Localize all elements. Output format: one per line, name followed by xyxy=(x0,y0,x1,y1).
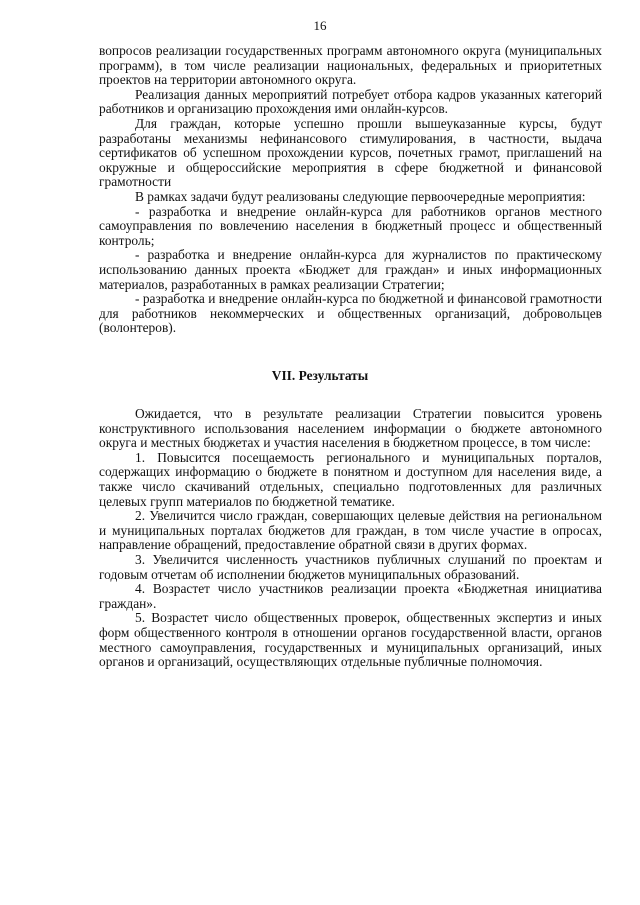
section-body-1 xyxy=(99,44,602,336)
list-item: 3. Увеличится численность участников публичных слушаний по проектам и годовым отчетам об исполнении бюджетов муниципальных образований. xyxy=(99,551,602,582)
paragraph: Для граждан, которые успешно прошли вышеуказанные курсы, будут разработаны механизмы нефинансового стимулирования, в частности, выдача сертификатов об успешном прохождении курсов, почетных грамот, приглашений на окружные и общероссийские мероприятия в сфере бюджетной и финансовой грамотности xyxy=(99,115,602,190)
list-item: - разработка и внедрение онлайн-курса для журналистов по практическому использованию данных проекта «Бюджет для граждан» и иных информационных материалов, разработанных в рамках реализации Стратегии; xyxy=(99,247,602,292)
list-item: - разработка и внедрение онлайн-курса по бюджетной и финансовой грамотности для работников некоммерческих и общественных организаций, добровольцев (волонтеров). xyxy=(99,291,602,336)
paragraph: В рамках задачи будут реализованы следующие первоочередные мероприятия: xyxy=(135,188,586,204)
section-heading: VII. Результаты xyxy=(271,368,369,383)
section-body-2 xyxy=(99,407,602,670)
paragraph: Реализация данных мероприятий потребует отбора кадров указанных категорий работников и организацию прохождения ими онлайн-курсов. xyxy=(99,86,602,117)
list-item: 1. Повысится посещаемость регионального и муниципальных порталов, содержащих информацию о бюджете в понятном и доступном для населения виде, а также число скачиваний отдельных, специально подготовленных для различных целевых групп материалов по бюджетной тематике. xyxy=(99,449,602,509)
paragraph: вопросов реализации государственных программ автономного округа (муниципальных программ), в том числе реализации национальных, федеральных и приоритетных проектов на территории автономного округа. xyxy=(99,43,602,88)
paragraph: Ожидается, что в результате реализации Стратегии повысится уровень конструктивного использования населением информации о бюджете автономного округа и местных бюджетах и участия населения в бюджетном процессе, в том числе: xyxy=(99,406,602,451)
list-item: 2. Увеличится число граждан, совершающих целевые действия на региональном и муниципальных порталах бюджетов для граждан, в том числе участие в опросах, направление обращений, предоставление обратной связи в других формах. xyxy=(99,508,602,553)
list-item: - разработка и внедрение онлайн-курса для работников органов местного самоуправления по вовлечению населения в бюджетный процесс и общественный контроль; xyxy=(99,203,602,248)
list-item: 5. Возрастет число общественных проверок, общественных экспертиз и иных форм общественного контроля в отношении органов государственной власти, органов местного самоуправления, государственных и муниципальных организаций, иных органов и организаций, осуществляющих отдельные публичные полномочия. xyxy=(99,610,602,670)
page-number: 16 xyxy=(313,18,327,33)
list-item: 4. Возрастет число участников реализации проекта «Бюджетная инициатива граждан». xyxy=(99,581,602,611)
